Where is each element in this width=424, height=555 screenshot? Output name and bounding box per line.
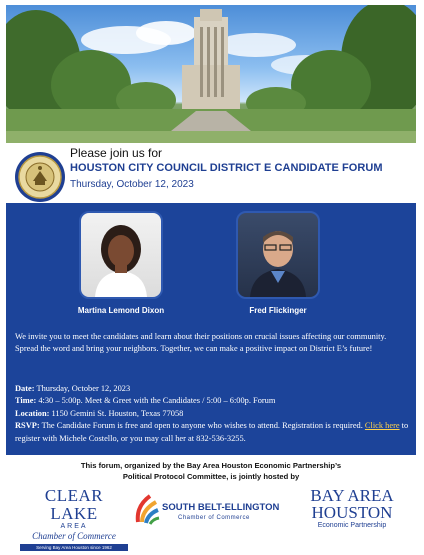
detail-rsvp [15,420,409,445]
header [6,143,416,203]
south-belt-swoosh-icon [134,492,160,526]
host-line-1: This forum, organized by the Bay Area Houston Economic Partnership’s [80,461,342,470]
info-panel [6,203,416,455]
intro-paragraph: We invite you to meet the candidates and learn about their positions on crucial issues affecting our community. Spread the word and bring your neighbors. Together, we can make a positive impact on District E’s future! [15,332,387,354]
clear-lake-tagline: Serving Bay Area Houston since 1962 [20,544,128,551]
bay-area-line1: BAY AREA [310,486,394,505]
date-value: Thursday, October 12, 2023 [36,384,131,393]
candidate-name: Fred Flickinger [249,306,307,315]
candidate-card [228,211,328,315]
host-statement [6,460,416,482]
candidate-card [71,211,171,315]
footer [6,455,416,550]
clear-lake-title: CLEAR LAKE [44,486,104,523]
event-date: Thursday, October 12, 2023 [70,179,194,190]
bay-area-line3: Economic Partnership [317,522,387,529]
event-title: HOUSTON CITY COUNCIL DISTRICT E CANDIDATE FORUM [70,162,383,174]
rsvp-after: to register with Michele Costello, or you may call her at 832-536-3255. [15,421,409,443]
south-belt-name: SOUTH BELT-ELLINGTON [162,502,280,513]
bay-area-line2: HOUSTON [311,503,393,522]
location-label: Location: [15,408,50,418]
city-of-houston-seal [14,151,66,203]
invite-text: Please join us for [70,146,163,160]
time-label: Time: [15,396,37,406]
detail-time [15,395,409,407]
location-value: 1150 Gemini St. Houston, Texas 77058 [51,408,184,418]
clear-lake-chamber: Chamber of Commerce [32,531,116,541]
city-hall-photo [6,5,416,143]
south-belt-ellington-logo [134,492,284,532]
clear-lake-chamber-logo [20,486,128,550]
candidate-name: Martina Lemond Dixon [77,306,165,315]
host-line-2: Political Protocol Committee, is jointly hosted by [122,472,300,481]
clear-lake-area: AREA [60,523,88,530]
south-belt-sub: Chamber of Commerce [178,515,250,521]
time-value: 4:30 – 5:00p. Meet & Greet with the Candidates / 5:00 – 6:00p. Forum [38,396,276,406]
flyer [6,5,416,550]
event-details [15,383,409,445]
rsvp-value: The Candidate Forum is free and open to anyone who wishes to attend. Registration is required. [41,421,363,431]
date-label: Date: [15,384,35,393]
rsvp-label: RSVP: [15,421,40,431]
bay-area-houston-logo [298,487,406,539]
candidate-photo [79,211,163,299]
candidate-photo [236,211,320,299]
detail-location [15,408,409,420]
register-link[interactable]: Click here [364,421,400,431]
detail-date [15,383,409,395]
